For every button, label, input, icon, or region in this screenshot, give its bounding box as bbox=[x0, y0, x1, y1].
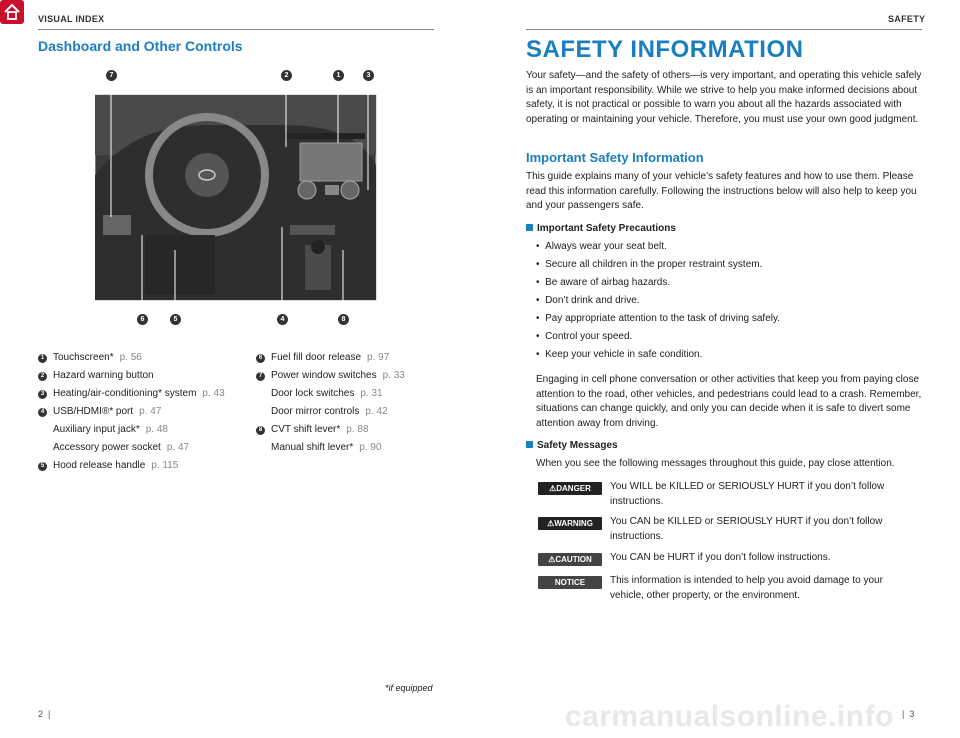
watermark: carmanualsonline.info bbox=[565, 700, 894, 733]
footnote: *if equipped bbox=[385, 683, 433, 693]
page-link[interactable]: p. 56 bbox=[119, 352, 142, 363]
page-link[interactable]: p. 31 bbox=[360, 388, 383, 399]
list-item: • Control your speed. bbox=[536, 331, 633, 342]
callout-1: 1 bbox=[333, 70, 344, 81]
cell-phone-paragraph: Engaging in cell phone conversation or other activities that keep you from paying close attention to the road, other vehicles, and pedestrians could lead to a crash. Remember, situations can change quickly, and only you can decide when it is safe to divert some attention away from driving. bbox=[536, 374, 922, 429]
list-item: Accessory power socket p. 47 bbox=[53, 442, 190, 453]
page-link[interactable]: p. 47 bbox=[139, 406, 162, 417]
list-item: • Secure all children in the proper restraint system. bbox=[536, 259, 763, 270]
caution-text: You CAN be HURT if you don’t follow instructions. bbox=[610, 552, 831, 563]
home-button[interactable] bbox=[0, 0, 24, 24]
dashboard-figure bbox=[95, 65, 377, 327]
left-header: VISUAL INDEX bbox=[38, 14, 105, 24]
list-item: • Be aware of airbag hazards. bbox=[536, 277, 671, 288]
notice-badge: NOTICE bbox=[538, 576, 602, 589]
right-header: SAFETY bbox=[888, 14, 926, 24]
right-page-number: | 3 bbox=[902, 709, 915, 719]
danger-text: You WILL be KILLED or SERIOUSLY HURT if you don’t follow instructions. bbox=[610, 481, 885, 507]
callout-8: 8 bbox=[338, 314, 349, 325]
right-header-rule bbox=[526, 29, 922, 30]
list-item: 5 Hood release handle p. 115 bbox=[38, 457, 225, 475]
precautions-heading: Important Safety Precautions bbox=[526, 223, 676, 234]
list-item: Manual shift lever* p. 90 bbox=[271, 442, 382, 453]
warning-badge: ⚠WARNING bbox=[538, 517, 602, 530]
list-item: • Pay appropriate attention to the task of driving safely. bbox=[536, 313, 781, 324]
list-item: 7 Power window switches p. 33 bbox=[256, 367, 405, 385]
list-item: 3 Heating/air-conditioning* system p. 43 bbox=[38, 385, 225, 403]
square-bullet-icon bbox=[526, 224, 533, 231]
page-link[interactable]: p. 43 bbox=[202, 388, 225, 399]
callout-7: 7 bbox=[106, 70, 117, 81]
page-link[interactable]: p. 48 bbox=[145, 424, 168, 435]
page-title: SAFETY INFORMATION bbox=[526, 36, 804, 63]
page-link[interactable]: p. 47 bbox=[166, 442, 190, 453]
controls-list-col2 bbox=[256, 349, 405, 457]
page-link[interactable]: p. 42 bbox=[365, 406, 388, 417]
callout-4: 4 bbox=[277, 314, 288, 325]
list-item: 8 CVT shift lever* p. 88 bbox=[256, 421, 405, 439]
notice-text: This information is intended to help you avoid damage to your vehicle, other property, or the environment. bbox=[610, 575, 883, 601]
list-item: • Always wear your seat belt. bbox=[536, 241, 667, 252]
home-icon bbox=[3, 3, 21, 21]
list-item: 6 Fuel fill door release p. 97 bbox=[256, 349, 405, 367]
page-link[interactable]: p. 33 bbox=[382, 370, 405, 381]
page-link[interactable]: p. 88 bbox=[346, 424, 369, 435]
messages-intro: When you see the following messages throughout this guide, pay close attention. bbox=[536, 458, 895, 469]
left-section-title: Dashboard and Other Controls bbox=[38, 38, 243, 54]
intro-paragraph: Your safety—and the safety of others—is very important, and operating this vehicle safely is an important responsibility. While we strive to help you make informed decisions about safety, it is not practical or possible to warn you about all the hazards associated with operating or maintaining your vehicle. Therefore, you must use your own good judgment. bbox=[526, 70, 922, 125]
warning-text: You CAN be KILLED or SERIOUSLY HURT if you don’t follow instructions. bbox=[610, 516, 883, 542]
list-item: Door lock switches p. 31 bbox=[271, 388, 383, 399]
page-link[interactable]: p. 115 bbox=[151, 460, 179, 471]
messages-heading: Safety Messages bbox=[526, 440, 618, 451]
list-item: Door mirror controls p. 42 bbox=[271, 406, 388, 417]
list-item: 2 Hazard warning button bbox=[38, 367, 225, 385]
square-bullet-icon bbox=[526, 441, 533, 448]
list-item: 4 USB/HDMI®* port p. 47 bbox=[38, 403, 225, 421]
important-info-paragraph: This guide explains many of your vehicle’s safety features and how to use them. Please read this information carefully. Following the instructions below will also help to keep you and your passengers safe. bbox=[526, 171, 917, 211]
left-header-rule bbox=[38, 29, 434, 30]
list-item: • Don’t drink and drive. bbox=[536, 295, 640, 306]
precautions-list bbox=[536, 238, 924, 364]
page-link[interactable]: p. 90 bbox=[359, 442, 382, 453]
caution-badge: ⚠CAUTION bbox=[538, 553, 602, 566]
list-item: • Keep your vehicle in safe condition. bbox=[536, 349, 703, 360]
callout-3: 3 bbox=[363, 70, 374, 81]
controls-list-col1 bbox=[38, 349, 225, 475]
page-link[interactable]: p. 97 bbox=[367, 352, 390, 363]
callout-6: 6 bbox=[137, 314, 148, 325]
list-item: 1 Touchscreen* p. 56 bbox=[38, 349, 225, 367]
left-page-number: 2 | bbox=[38, 709, 51, 719]
callout-2: 2 bbox=[281, 70, 292, 81]
danger-badge: ⚠DANGER bbox=[538, 482, 602, 495]
list-item: Auxiliary input jack* p. 48 bbox=[53, 424, 168, 435]
important-info-title: Important Safety Information bbox=[526, 150, 704, 165]
callout-5: 5 bbox=[170, 314, 181, 325]
